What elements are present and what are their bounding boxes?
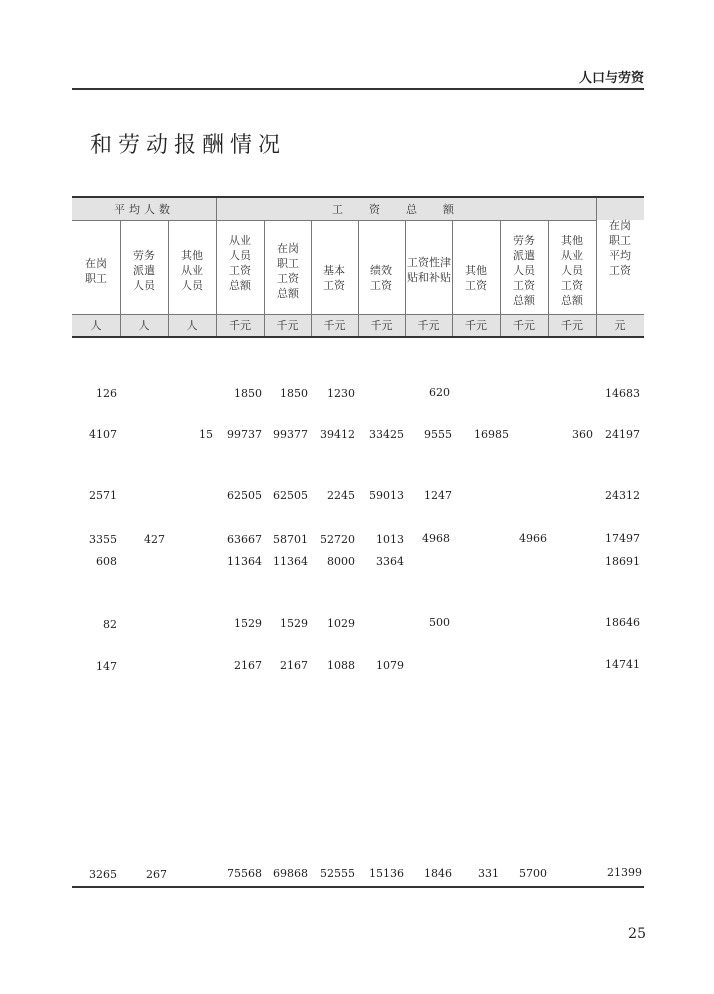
col-header-other-staff: 其他从业人员 <box>181 249 203 292</box>
table-cell: 360 <box>572 428 593 441</box>
unit-label: 千元 <box>323 319 346 332</box>
table-cell: 18691 <box>605 555 640 568</box>
table-cell: 21399 <box>607 866 642 879</box>
table-cell: 1013 <box>376 533 404 546</box>
unit-label: 元 <box>614 319 626 332</box>
table-cell: 4107 <box>89 428 117 441</box>
col-header-onpost-wage: 在岗职工工资总额 <box>277 242 299 300</box>
col-header-avg-wage: 在岗职工平均工资 <box>609 219 631 277</box>
col-header-basic-wage: 基本工资 <box>323 264 345 292</box>
unit-label: 千元 <box>229 319 251 332</box>
table-cell: 14741 <box>605 658 640 671</box>
table-cell: 9555 <box>424 428 452 441</box>
table-cell: 99737 <box>227 428 262 441</box>
table-cell: 11364 <box>273 555 308 568</box>
table-cell: 427 <box>144 533 165 546</box>
table-cell: 15 <box>199 428 213 441</box>
table-cell: 15136 <box>369 867 404 880</box>
table-cell: 331 <box>478 867 499 880</box>
col-header-other-wage: 其他工资 <box>465 264 487 292</box>
unit-label: 千元 <box>276 319 299 332</box>
section-title: 人口与劳资 <box>578 71 644 86</box>
table-cell: 1029 <box>327 617 355 630</box>
page-number: 25 <box>628 926 646 942</box>
unit-label: 人 <box>90 319 102 332</box>
group-header-avg-people: 平均人数 <box>114 203 174 216</box>
table-cell: 2245 <box>327 489 355 502</box>
table-cell: 1850 <box>234 387 262 400</box>
unit-label: 人 <box>186 319 198 332</box>
table-cell: 147 <box>96 660 117 673</box>
table-cell: 3355 <box>89 533 117 546</box>
table-cell: 1529 <box>280 617 308 630</box>
col-header-total-wage: 从业人员工资总额 <box>229 234 251 292</box>
table-bottom-rule <box>72 886 644 888</box>
table-cell: 52555 <box>320 867 355 880</box>
col-header-performance-wage: 绩效工资 <box>370 264 392 292</box>
table-cell: 11364 <box>227 555 262 568</box>
table-cell: 608 <box>96 555 117 568</box>
table-cell: 75568 <box>227 867 262 880</box>
group-header-wage-total: 工资总额 <box>332 203 480 216</box>
col-header-dispatched: 劳务派遣人员 <box>133 249 155 292</box>
table-cell: 99377 <box>273 428 308 441</box>
page-title: 和劳动报酬情况 <box>90 133 287 158</box>
col-header-onpost-staff: 在岗职工 <box>85 257 107 285</box>
unit-label: 千元 <box>370 319 393 332</box>
col-header-other-staff-wage: 其他从业人员工资总额 <box>561 234 583 307</box>
table-cell: 62505 <box>273 489 308 502</box>
table-cell: 620 <box>429 386 450 399</box>
table-cell: 1230 <box>327 387 355 400</box>
table-cell: 18646 <box>605 616 640 629</box>
unit-label: 千元 <box>465 319 487 332</box>
table-cell: 1850 <box>280 387 308 400</box>
table-cell: 14683 <box>605 387 640 400</box>
table-cell: 4966 <box>519 532 547 545</box>
col-header-dispatched-wage: 劳务派遣人员工资总额 <box>513 234 535 307</box>
table-cell: 69868 <box>273 867 308 880</box>
table-cell: 39412 <box>320 428 355 441</box>
table-cell: 126 <box>96 387 117 400</box>
table-header-bottom-rule <box>72 336 644 338</box>
table-cell: 33425 <box>369 428 404 441</box>
table-cell: 82 <box>103 618 117 631</box>
table-cell: 5700 <box>519 867 547 880</box>
col-header-allowance: 工资性津贴和补贴 <box>407 256 451 284</box>
table-cell: 2167 <box>234 659 262 672</box>
table-cell: 1088 <box>327 659 355 672</box>
unit-label: 千元 <box>513 319 535 332</box>
table-cell: 1529 <box>234 617 262 630</box>
table-cell: 2571 <box>89 489 117 502</box>
unit-label: 千元 <box>561 319 583 332</box>
table-cell: 8000 <box>327 555 355 568</box>
table-cell: 2167 <box>280 659 308 672</box>
table-cell: 267 <box>146 868 167 881</box>
table-cell: 52720 <box>320 533 355 546</box>
table-cell: 62505 <box>227 489 262 502</box>
table-cell: 3364 <box>376 555 404 568</box>
table-cell: 4968 <box>422 532 450 545</box>
table-cell: 58701 <box>273 533 308 546</box>
table-cell: 3265 <box>89 868 117 881</box>
table-cell: 500 <box>429 616 450 629</box>
table-cell: 24197 <box>605 428 640 441</box>
table-cell: 1846 <box>424 867 452 880</box>
table-cell: 1247 <box>424 489 452 502</box>
table-cell: 17497 <box>605 532 640 545</box>
table-cell: 1079 <box>376 659 404 672</box>
header-rule <box>72 88 644 90</box>
unit-label: 千元 <box>417 319 440 332</box>
table-cell: 24312 <box>605 489 640 502</box>
table-cell: 16985 <box>474 428 509 441</box>
unit-label: 人 <box>138 319 150 332</box>
table-cell: 59013 <box>369 489 404 502</box>
table-cell: 63667 <box>227 533 262 546</box>
